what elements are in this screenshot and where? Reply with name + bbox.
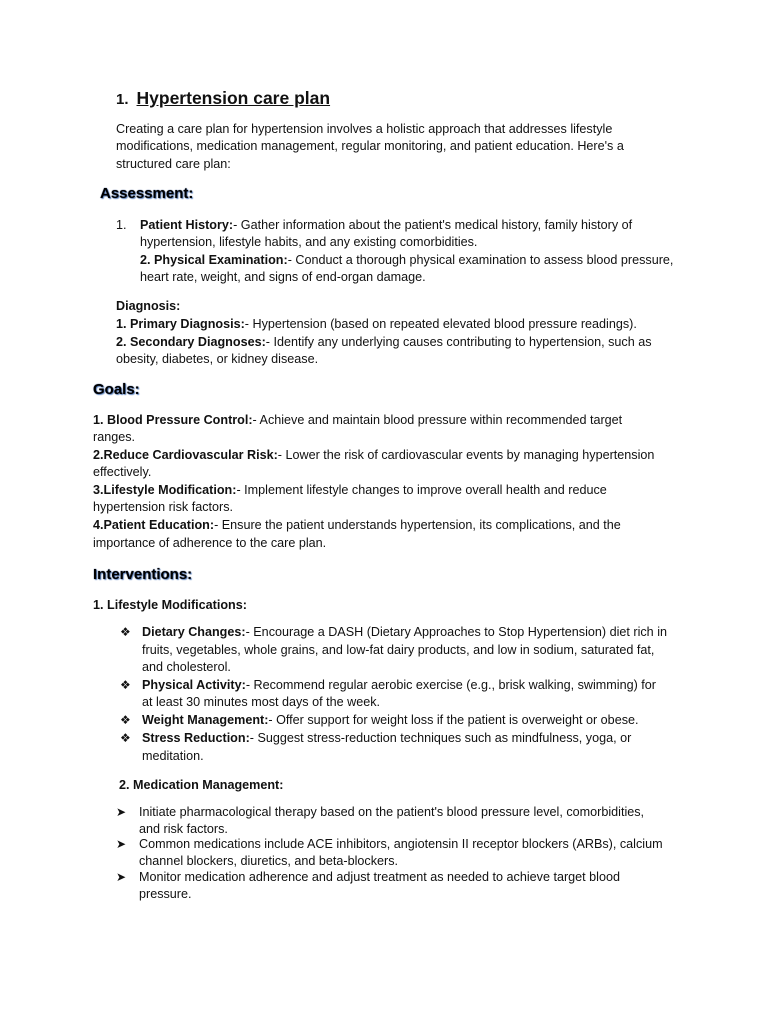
arrow-bullet-icon: ➤ (116, 870, 127, 884)
interventions-heading: Interventions: (93, 566, 193, 583)
lifestyle-item (142, 677, 656, 695)
goals-heading: Goals: (93, 381, 140, 398)
goal-text: - Lower the risk of cardiovascular events by managing hypertension (277, 448, 655, 462)
intro-line: modifications, medication management, regular monitoring, and patient education. Here's a (116, 139, 624, 153)
medication-heading: 2. Medication Management: (119, 778, 284, 792)
item-text: - Suggest stress-reduction techniques such as mindfulness, yoga, or (249, 731, 632, 745)
assessment-heading: Assessment: (100, 185, 194, 202)
intro-line: structured care plan: (116, 157, 231, 171)
item-text-continued: meditation. (142, 749, 204, 763)
item-text: - Encourage a DASH (Dietary Approaches to Stop Hypertension) diet rich in (245, 625, 667, 639)
medication-item: Initiate pharmacological therapy based on the patient's blood pressure level, comorbidities, (139, 805, 645, 819)
goal-label: 3.Lifestyle Modification: (93, 483, 237, 497)
goal-item (93, 517, 621, 535)
diamond-bullet-icon: ❖ (120, 678, 131, 692)
item-label: Patient History: (140, 218, 234, 232)
secondary-diagnoses (116, 334, 652, 352)
goal-text-continued: ranges. (93, 430, 136, 444)
diamond-bullet-icon: ❖ (120, 713, 131, 727)
goal-item (93, 482, 607, 500)
arrow-bullet-icon: ➤ (116, 805, 127, 819)
item-label: 2. Secondary Diagnoses: (116, 335, 266, 349)
intro-line: Creating a care plan for hypertension involves a holistic approach that addresses lifestyle (116, 122, 613, 136)
item-text-continued: pressure. (139, 887, 192, 901)
lifestyle-item (142, 730, 631, 748)
goal-label: 1. Blood Pressure Control: (93, 413, 253, 427)
item-text: - Recommend regular aerobic exercise (e.g., brisk walking, swimming) for (245, 678, 656, 692)
goal-item (93, 412, 622, 430)
goal-text-continued: importance of adherence to the care plan. (93, 536, 327, 550)
item-label: Weight Management: (142, 713, 269, 727)
title-number: 1. (116, 91, 129, 108)
item-label: Dietary Changes: (142, 625, 246, 639)
lifestyle-item (142, 624, 667, 642)
item-label: 1. Primary Diagnosis: (116, 317, 245, 331)
item-label: Stress Reduction: (142, 731, 250, 745)
diagnosis-heading: Diagnosis: (116, 299, 181, 313)
goal-text-continued: effectively. (93, 465, 152, 479)
item-text-continued: at least 30 minutes most days of the week. (142, 695, 381, 709)
diamond-bullet-icon: ❖ (120, 625, 131, 639)
item-text-continued: heart rate, weight, and signs of end-organ damage. (140, 270, 426, 284)
item-text: - Conduct a thorough physical examination to assess blood pressure, (287, 253, 674, 267)
goal-text: - Achieve and maintain blood pressure within recommended target (252, 413, 623, 427)
goal-text: - Implement lifestyle changes to improve overall health and reduce (236, 483, 607, 497)
goal-text-continued: hypertension risk factors. (93, 500, 233, 514)
arrow-bullet-icon: ➤ (116, 837, 127, 851)
item-text-continued: and risk factors. (139, 822, 228, 836)
medication-item: Common medications include ACE inhibitors, angiotensin II receptor blockers (ARBs), calcium (139, 837, 663, 851)
item-text-continued: obesity, diabetes, or kidney disease. (116, 352, 319, 366)
primary-diagnosis (116, 316, 637, 334)
goal-label: 2.Reduce Cardiovascular Risk: (93, 448, 278, 462)
document-title (116, 88, 330, 109)
goal-item (93, 447, 654, 465)
item-label: 2. Physical Examination: (140, 253, 288, 267)
item-text: - Hypertension (based on repeated elevated blood pressure readings). (244, 317, 637, 331)
assessment-item-number: 1. (116, 218, 127, 232)
item-text-continued: channel blockers, diuretics, and beta-blockers. (139, 854, 399, 868)
assessment-item-physical-exam (140, 252, 673, 270)
item-text-continued: hypertension, lifestyle habits, and any existing comorbidities. (140, 235, 478, 249)
assessment-item-patient-history (140, 217, 632, 235)
item-text: - Identify any underlying causes contributing to hypertension, such as (265, 335, 652, 349)
goal-text: - Ensure the patient understands hypertension, its complications, and the (214, 518, 621, 532)
lifestyle-heading: 1. Lifestyle Modifications: (93, 598, 247, 612)
item-text: - Gather information about the patient's medical history, family history of (233, 218, 633, 232)
diamond-bullet-icon: ❖ (120, 731, 131, 745)
item-text-continued: and cholesterol. (142, 660, 231, 674)
title-text: Hypertension care plan (136, 88, 331, 108)
medication-item: Monitor medication adherence and adjust treatment as needed to achieve target blood (139, 870, 620, 884)
item-text: - Offer support for weight loss if the patient is overweight or obese. (268, 713, 639, 727)
lifestyle-item (142, 712, 639, 730)
item-text-continued: fruits, vegetables, whole grains, and low-fat dairy products, and low in sodium, saturated fat, (142, 643, 655, 657)
goal-label: 4.Patient Education: (93, 518, 215, 532)
item-label: Physical Activity: (142, 678, 246, 692)
